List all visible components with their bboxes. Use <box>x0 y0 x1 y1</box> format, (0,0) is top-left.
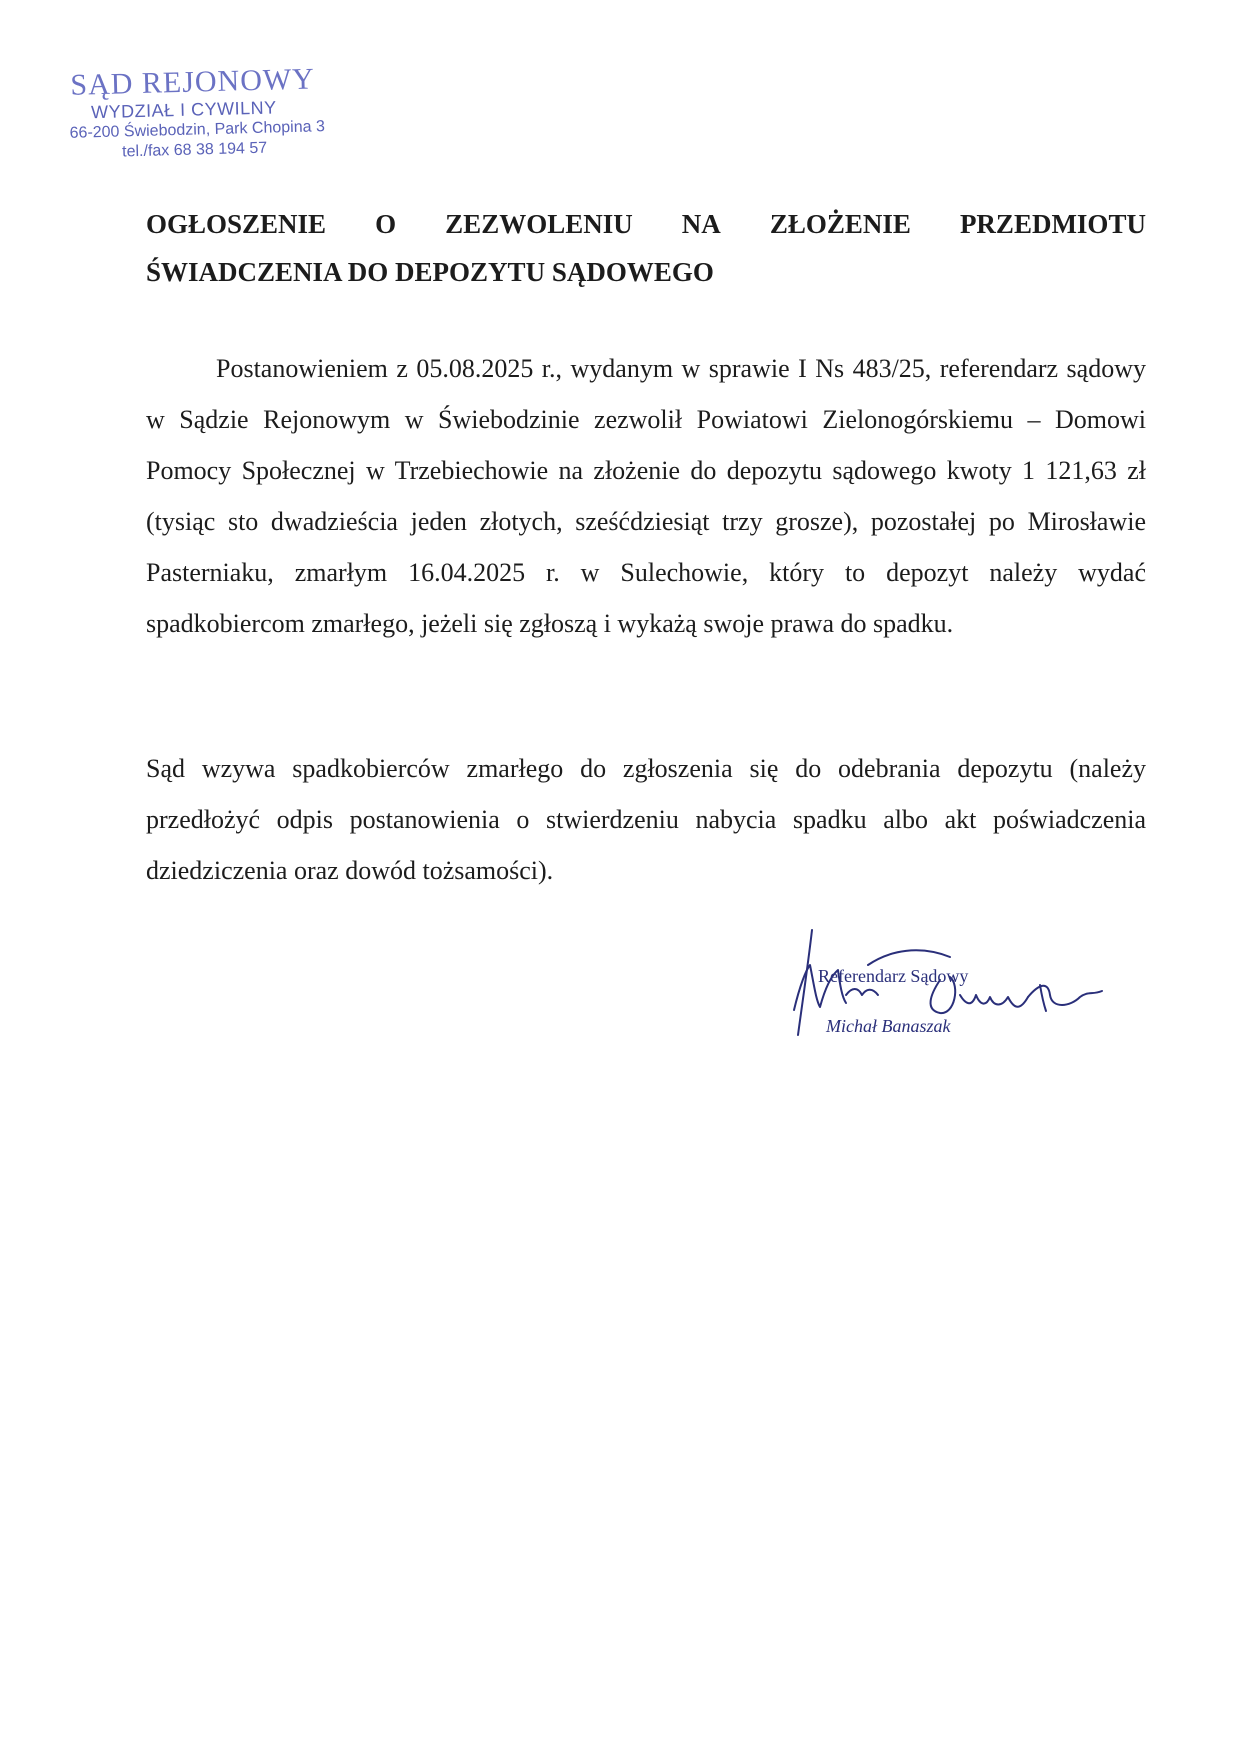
title-word: OGŁOSZENIE <box>146 209 327 239</box>
stamp-phone: tel./fax 68 38 194 57 <box>121 139 268 161</box>
court-stamp <box>62 63 334 164</box>
title-word: PRZEDMIOTU <box>959 209 1146 239</box>
paragraph-text: Postanowieniem z 05.08.2025 r., wydanym w sprawie I Ns 483/25, referendarz sądowy w Sądzie Rejonowym w Świebodzinie zezwolił Powiatowi Zielonogórskiemu – Domowi Pomocy Społecznej w Trzebiechowie na złożenie do depozytu sądowego kwoty 1 121,63 zł (tysiąc sto dwadzieścia jeden złotych, sześćdziesiąt trzy grosze), pozostałej po Mirosławie Pasterniaku, zmarłym 16.04.2025 r. w Sulechowie, który to depozyt należy wydać spadkobiercom zmarłego, jeżeli się zgłoszą i wykażą swoje prawa do spadku. <box>146 354 1146 638</box>
paragraph-text: Sąd wzywa spadkobierców zmarłego do zgłoszenia się do odebrania depozytu (należy przedłożyć odpis postanowienia o stwierdzeniu nabycia spadku albo akt poświadczenia dziedziczenia oraz dowód tożsamości). <box>146 754 1146 885</box>
signature-role: Referendarz Sądowy <box>818 966 969 986</box>
title-word: ZEZWOLENIU <box>445 209 633 239</box>
stamp-court-name: SĄD REJONOWY <box>69 62 316 102</box>
document-title <box>146 200 1146 296</box>
title-word: NA <box>681 209 721 239</box>
title-line-1 <box>146 200 1146 248</box>
stamp-address: 66-200 Świebodzin, Park Chopina 3 <box>69 118 326 142</box>
title-line-2: ŚWIADCZENIA DO DEPOZYTU SĄDOWEGO <box>146 257 714 287</box>
signature-block <box>780 925 1120 1045</box>
signature-name: Michał Banaszak <box>826 1016 951 1036</box>
title-word: ZŁOŻENIE <box>769 209 911 239</box>
body-paragraph-2 <box>146 743 1146 896</box>
stamp-department: WYDZIAŁ I CYWILNY <box>90 97 277 123</box>
body-paragraph-1 <box>146 343 1146 649</box>
title-word: O <box>375 209 397 239</box>
